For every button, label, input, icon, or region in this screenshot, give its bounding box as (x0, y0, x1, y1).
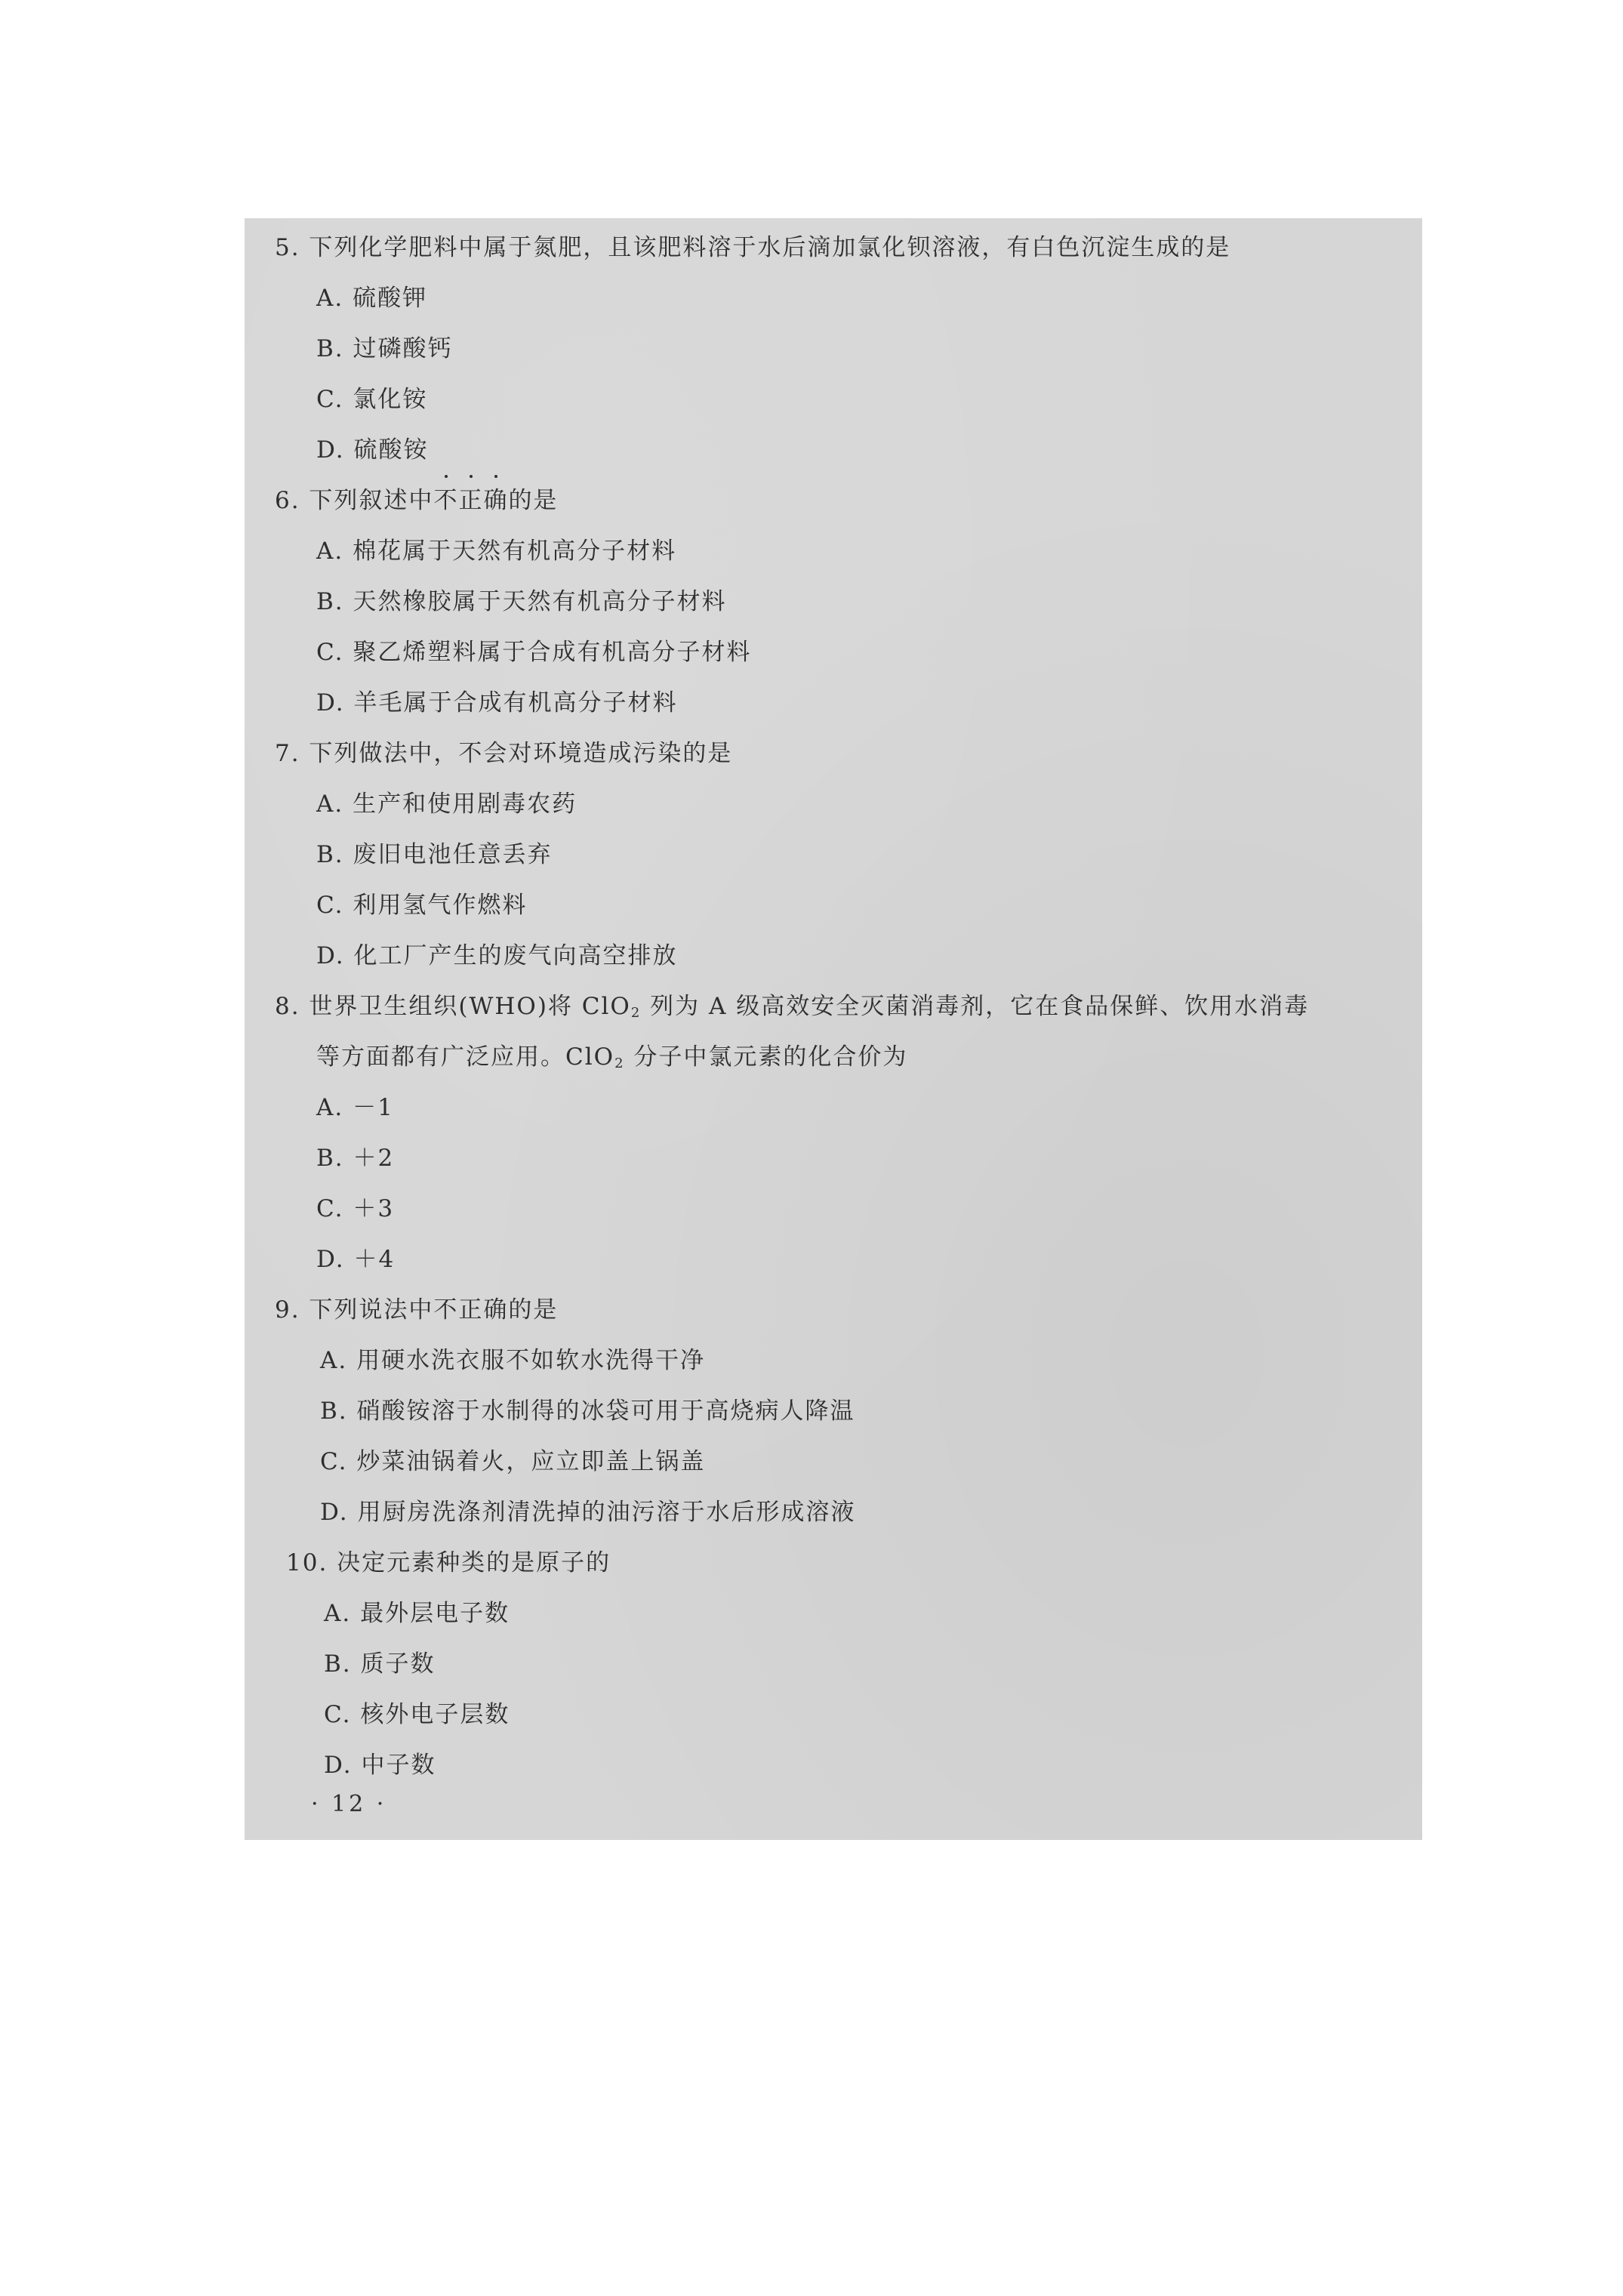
q7-option-d: D. 化工厂产生的废气向高空排放 (316, 942, 678, 969)
q9-option-b: B. 硝酸铵溶于水制得的冰袋可用于高烧病人降温 (320, 1398, 855, 1425)
q5-option-d: D. 硫酸铵 (316, 436, 429, 464)
q8-stem-line2 (316, 1037, 907, 1071)
q8-subscript-2: 2 (614, 1056, 625, 1071)
q5-option-c: C. 氯化铵 (316, 386, 428, 413)
q8-option-c: C. ＋3 (316, 1195, 395, 1222)
q9-option-a: A. 用硬水洗衣服不如软水洗得干净 (320, 1347, 706, 1374)
q10-option-c: C. 核外电子层数 (324, 1701, 510, 1728)
q8-stem-line2-before: 等方面都有广泛应用。ClO (316, 1043, 615, 1071)
scanned-page (245, 218, 1422, 1840)
q5-option-b: B. 过磷酸钙 (316, 335, 453, 362)
q8-stem-line2-after: 分子中氯元素的化合价为 (624, 1043, 908, 1071)
q7-stem: 7. 下列做法中，不会对环境造成污染的是 (275, 740, 733, 767)
q8-subscript-1: 2 (630, 1005, 642, 1021)
q9-option-d: D. 用厨房洗涤剂清洗掉的油污溶于水后形成溶液 (320, 1499, 856, 1526)
q9-option-c: C. 炒菜油锅着火，应立即盖上锅盖 (320, 1448, 706, 1475)
q8-option-d: D. ＋4 (316, 1246, 396, 1273)
q6-emph-char-3: 确 (483, 481, 508, 515)
q7-option-b: B. 废旧电池任意丢弃 (316, 841, 553, 868)
q8-stem-line1 (275, 987, 1309, 1021)
q7-option-a: A. 生产和使用剧毒农药 (316, 791, 577, 818)
q5-stem: 5. 下列化学肥料中属于氮肥，且该肥料溶于水后滴加氯化钡溶液，有白色沉淀生成的是 (275, 234, 1231, 261)
q7-option-c: C. 利用氢气作燃料 (316, 892, 528, 919)
q6-stem-after: 的是 (508, 487, 559, 514)
q6-option-d: D. 羊毛属于合成有机高分子材料 (316, 689, 678, 717)
q8-option-b: B. ＋2 (316, 1145, 395, 1172)
q6-emph-char-2: 正 (458, 481, 483, 515)
q6-emph-char-1: 不 (433, 481, 458, 515)
page-number: · 12 · (311, 1791, 387, 1817)
q6-option-a: A. 棉花属于天然有机高分子材料 (316, 538, 677, 565)
q8-stem-line1-after: 列为 A 级高效安全灭菌消毒剂，它在食品保鲜、饮用水消毒 (641, 993, 1310, 1020)
q6-option-b: B. 天然橡胶属于天然有机高分子材料 (316, 588, 727, 615)
q8-option-a: A. －1 (316, 1094, 394, 1121)
q9-stem: 9. 下列说法中不正确的是 (275, 1296, 559, 1324)
q6-stem-before: 6. 下列叙述中 (275, 487, 434, 514)
q10-stem: 10. 决定元素种类的是原子的 (286, 1549, 611, 1576)
q10-option-a: A. 最外层电子数 (324, 1600, 510, 1627)
q8-stem-line1-before: 8. 世界卫生组织(WHO)将 ClO (275, 993, 631, 1020)
q10-option-b: B. 质子数 (324, 1650, 436, 1678)
q6-stem (275, 481, 558, 515)
q10-option-d: D. 中子数 (324, 1752, 436, 1779)
q6-option-c: C. 聚乙烯塑料属于合成有机高分子材料 (316, 639, 752, 666)
q5-option-a: A. 硫酸钾 (316, 285, 428, 312)
